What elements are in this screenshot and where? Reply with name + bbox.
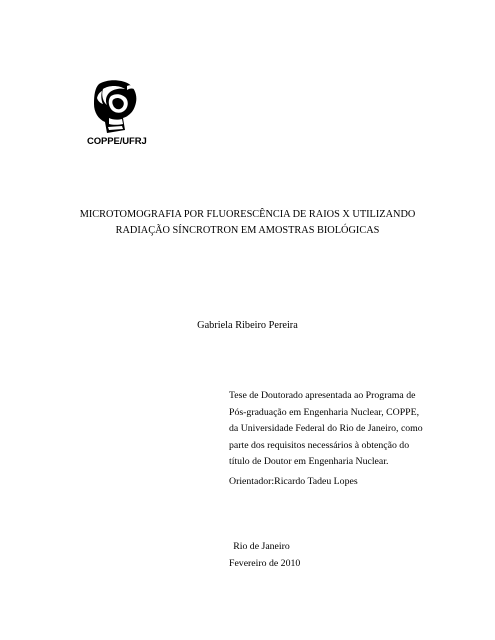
thesis-note-line-2: Pós-graduação em Engenharia Nuclear, COPPE,	[229, 406, 420, 418]
logo-wordmark: COPPE/UFRJ	[87, 136, 147, 147]
place: Rio de Janeiro	[233, 541, 290, 552]
thesis-note-line-3: da Universidade Federal do Rio de Janeiro, como	[229, 423, 423, 435]
title-line-2: RADIAÇÃO SÍNCROTRON EM AMOSTRAS BIOLÓGICAS	[115, 225, 380, 236]
author-name: Gabriela Ribeiro Pereira	[197, 320, 298, 331]
title-line-1: MICROTOMOGRAFIA POR FLUORESCÊNCIA DE RAIOS X UTILIZANDO	[79, 209, 416, 220]
coppe-ufrj-emblem-icon	[89, 78, 141, 136]
date: Fevereiro de 2010	[229, 558, 301, 569]
advisor: Orientador:Ricardo Tadeu Lopes	[229, 476, 358, 487]
place-and-date	[229, 538, 301, 572]
thesis-note-line-5: título de Doutor em Engenharia Nuclear.	[229, 456, 389, 468]
thesis-note-line-4: parte dos requisitos necessários à obtenção do	[229, 439, 410, 451]
thesis-note-line-1: Tese de Doutorado apresentada ao Programa de	[229, 390, 416, 401]
thesis-note	[229, 388, 423, 471]
thesis-title	[0, 207, 495, 239]
institution-logo	[87, 78, 153, 150]
